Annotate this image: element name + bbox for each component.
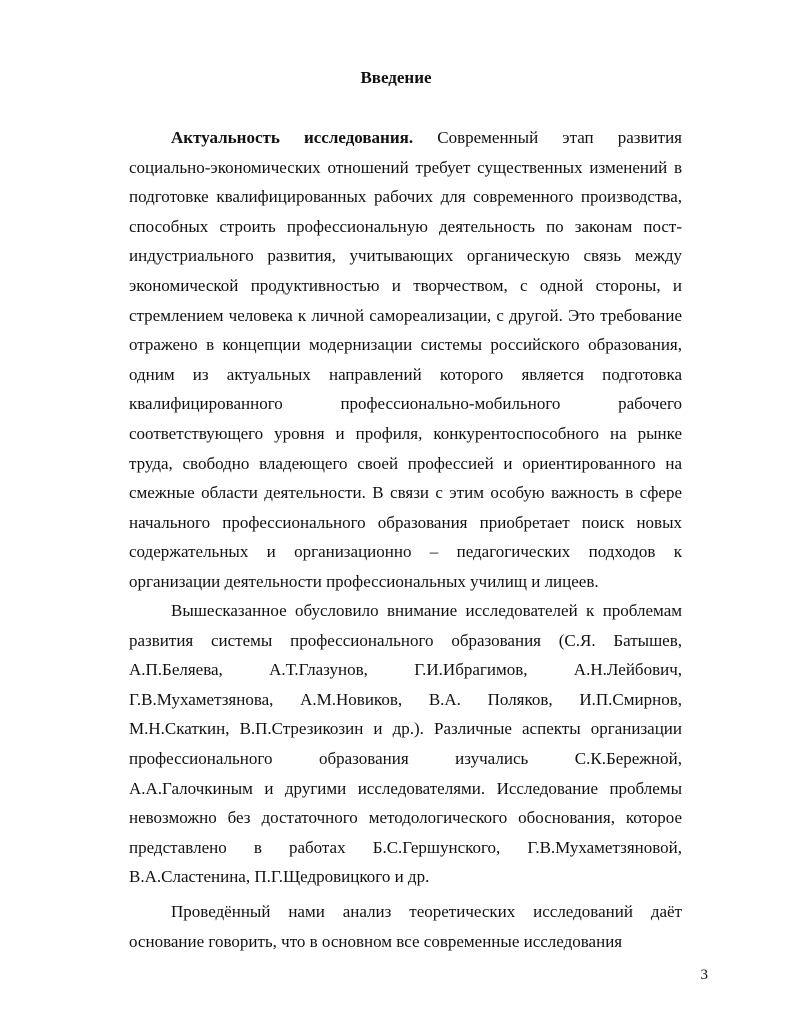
paragraph-text: Современный этап развития социально-экономических отношений требует существенных изменений в подготовке квалифицированных рабочих для современного производства, способных строить профессиональную деятельность по законам пост-индустриального развития, учитывающих органическую связь между экономической продуктивностью и творчеством, с одной стороны, и стремлением человека к личной самореализации, с другой. Это требование отражено в концепции модернизации системы российского образования, одним из актуальных направлений которого является подготовка квалифицированного профессионально-мобильного рабочего соответствующего уровня и профиля, конкурентоспособного на рынке труда, свободно владеющего своей профессией и ориентированного на смежные области деятельности. В связи с этим особую важность в сфере начального профессионального образования приобретает поиск новых содержательных и организационно – педагогических подходов к организации деятельности профессиональных училищ и лицеев.: [129, 128, 682, 591]
paragraph-analysis: [129, 897, 682, 956]
paragraph-text: Вышесказанное обусловило внимание исследователей к проблемам развития системы профессионального образования (С.Я. Батышев, А.П.Беляева, А.Т.Глазунов, Г.И.Ибрагимов, А.Н.Лейбович, Г.В.Мухаметзянова, А.М.Новиков, В.А. Поляков, И.П.Смирнов, М.Н.Скаткин, В.П.Стрезикозин и др.). Различные аспекты организации профессионального образования изучались С.К.Бережной, А.А.Галочкиным и другими исследователями. Исследование проблемы невозможно без достаточного методологического обоснования, которое представлено в работах Б.С.Гершунского, Г.В.Мухаметзяновой, В.А.Сластенина, П.Г.Щедровицкого и др.: [129, 601, 682, 887]
paragraph-relevance: [129, 123, 682, 597]
paragraph-text: Проведённый нами анализ теоретических исследований даёт основание говорить, что в основном все современные исследования: [129, 902, 682, 951]
page-number: 3: [700, 967, 708, 983]
paragraph-lead: Актуальность исследования.: [171, 128, 414, 147]
page-title: Введение: [360, 68, 432, 87]
paragraph-researchers: [129, 596, 682, 892]
